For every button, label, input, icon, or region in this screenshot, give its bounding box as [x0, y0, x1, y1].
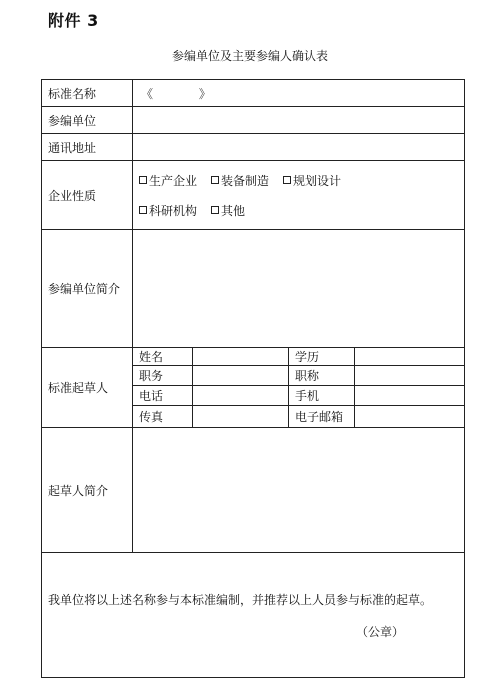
statement-cell: [42, 553, 465, 678]
education-field[interactable]: [355, 347, 465, 365]
nature-options: [133, 161, 465, 230]
row-unit: [42, 107, 465, 134]
drafter-intro-field[interactable]: [133, 428, 465, 553]
mobile-field[interactable]: [355, 385, 465, 405]
email-label: 电子邮箱: [289, 406, 355, 428]
attachment-number: 附件 3: [48, 11, 99, 30]
position-field[interactable]: [193, 365, 289, 385]
position-label: 职务: [133, 365, 193, 385]
standard-name-field[interactable]: [133, 80, 465, 107]
option-label: 规划设计: [293, 173, 342, 188]
drafter-intro-label: 起草人简介: [42, 428, 133, 553]
confirmation-form-table: [41, 79, 465, 678]
address-label: 通讯地址: [42, 134, 133, 161]
standard-name-label: 标准名称: [42, 80, 133, 107]
row-nature: [42, 161, 465, 230]
checkbox-icon[interactable]: [139, 206, 147, 214]
checkbox-icon[interactable]: [211, 206, 219, 214]
title-label: 职称: [289, 365, 355, 385]
option-other[interactable]: [211, 202, 245, 219]
title-field[interactable]: [355, 365, 465, 385]
phone-field[interactable]: [193, 385, 289, 405]
row-statement: [42, 553, 465, 678]
option-equipment[interactable]: [211, 172, 269, 189]
option-planning[interactable]: [283, 172, 341, 189]
fax-label: 传真: [133, 406, 193, 428]
row-address: [42, 134, 465, 161]
checkbox-icon[interactable]: [139, 176, 147, 184]
name-label: 姓名: [133, 347, 193, 365]
option-production[interactable]: [139, 172, 197, 189]
unit-field[interactable]: [133, 107, 465, 134]
official-seal-label: （公章）: [356, 624, 405, 639]
nature-label: 企业性质: [42, 161, 133, 230]
row-drafter-1: [42, 347, 465, 365]
unit-intro-label: 参编单位简介: [42, 230, 133, 347]
phone-label: 电话: [133, 385, 193, 405]
mobile-label: 手机: [289, 385, 355, 405]
fax-field[interactable]: [193, 406, 289, 428]
education-label: 学历: [289, 347, 355, 365]
name-field[interactable]: [193, 347, 289, 365]
drafter-label: 标准起草人: [42, 347, 133, 427]
unit-label: 参编单位: [42, 107, 133, 134]
email-field[interactable]: [355, 406, 465, 428]
checkbox-icon[interactable]: [283, 176, 291, 184]
statement-text: 我单位将以上述名称参与本标准编制，并推荐以上人员参与标准的起草。: [48, 592, 433, 607]
address-field[interactable]: [133, 134, 465, 161]
option-label: 科研机构: [149, 203, 198, 218]
row-unit-intro: [42, 230, 465, 347]
close-bracket: 》: [198, 86, 211, 101]
option-label: 生产企业: [149, 173, 198, 188]
open-bracket: 《: [141, 86, 154, 101]
form-title: 参编单位及主要参编人确认表: [171, 49, 328, 63]
row-standard-name: [42, 80, 465, 107]
unit-intro-field[interactable]: [133, 230, 465, 347]
option-label: 装备制造: [221, 173, 270, 188]
option-label: 其他: [221, 203, 246, 218]
row-drafter-intro: [42, 428, 465, 553]
checkbox-icon[interactable]: [211, 176, 219, 184]
option-research[interactable]: [139, 202, 197, 219]
